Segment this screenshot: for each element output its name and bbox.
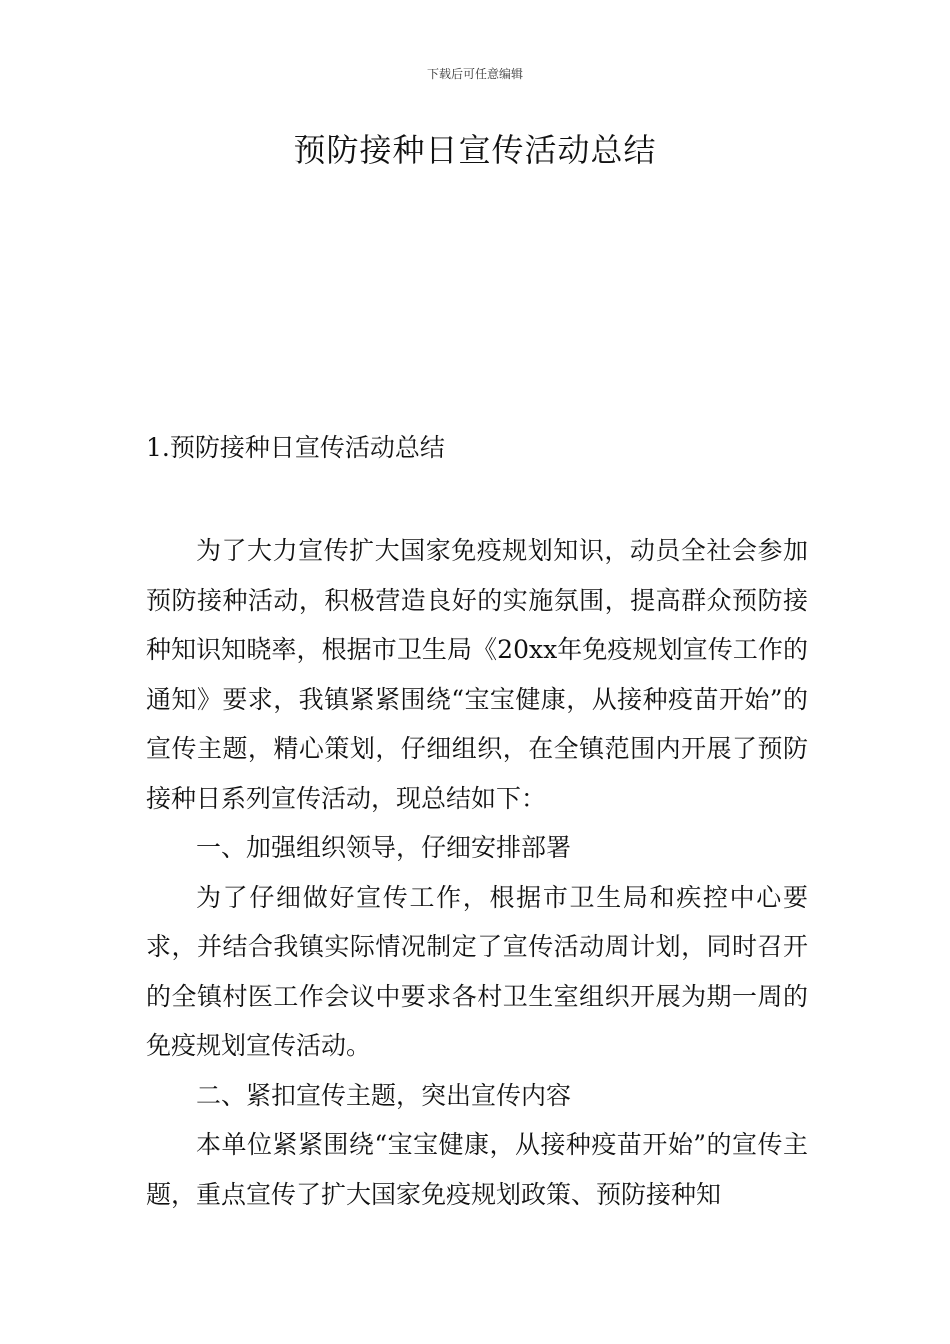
document-title: 预防接种日宣传活动总结 — [293, 131, 657, 169]
paragraph-organization: 为了仔细做好宣传工作，根据市卫生局和疾控中心要求，并结合我镇实际情况制定了宣传活动周计划，同时召开的全镇村医工作会议中要求各村卫生室组织开展为期一周的免疫规划宣传活动。 — [146, 882, 808, 1060]
document-body — [146, 526, 808, 1219]
paragraph-theme: 本单位紧紧围绕“宝宝健康，从接种疫苗开始”的宣传主题，重点宣传了扩大国家免疫规划政策、预防接种知 — [146, 1130, 808, 1209]
paragraph-intro: 为了大力宣传扩大国家免疫规划知识，动员全社会参加预防接种活动，积极营造良好的实施氛围，提高群众预防接种知识知晓率，根据市卫生局《20xx年免疫规划宣传工作的通知》要求，我镇紧紧围绕“宝宝健康，从接种疫苗开始”的宣传主题，精心策划，仔细组织，在全镇范围内开展了预防接种日系列宣传活动，现总结如下： — [146, 536, 808, 813]
paragraph-heading-2: 二、紧扣宣传主题，突出宣传内容 — [196, 1080, 572, 1110]
paragraph-heading-1: 一、加强组织领导，仔细安排部署 — [196, 833, 572, 862]
section-heading: 1.预防接种日宣传活动总结 — [146, 433, 445, 462]
header-note: 下载后可任意编辑 — [426, 67, 523, 81]
